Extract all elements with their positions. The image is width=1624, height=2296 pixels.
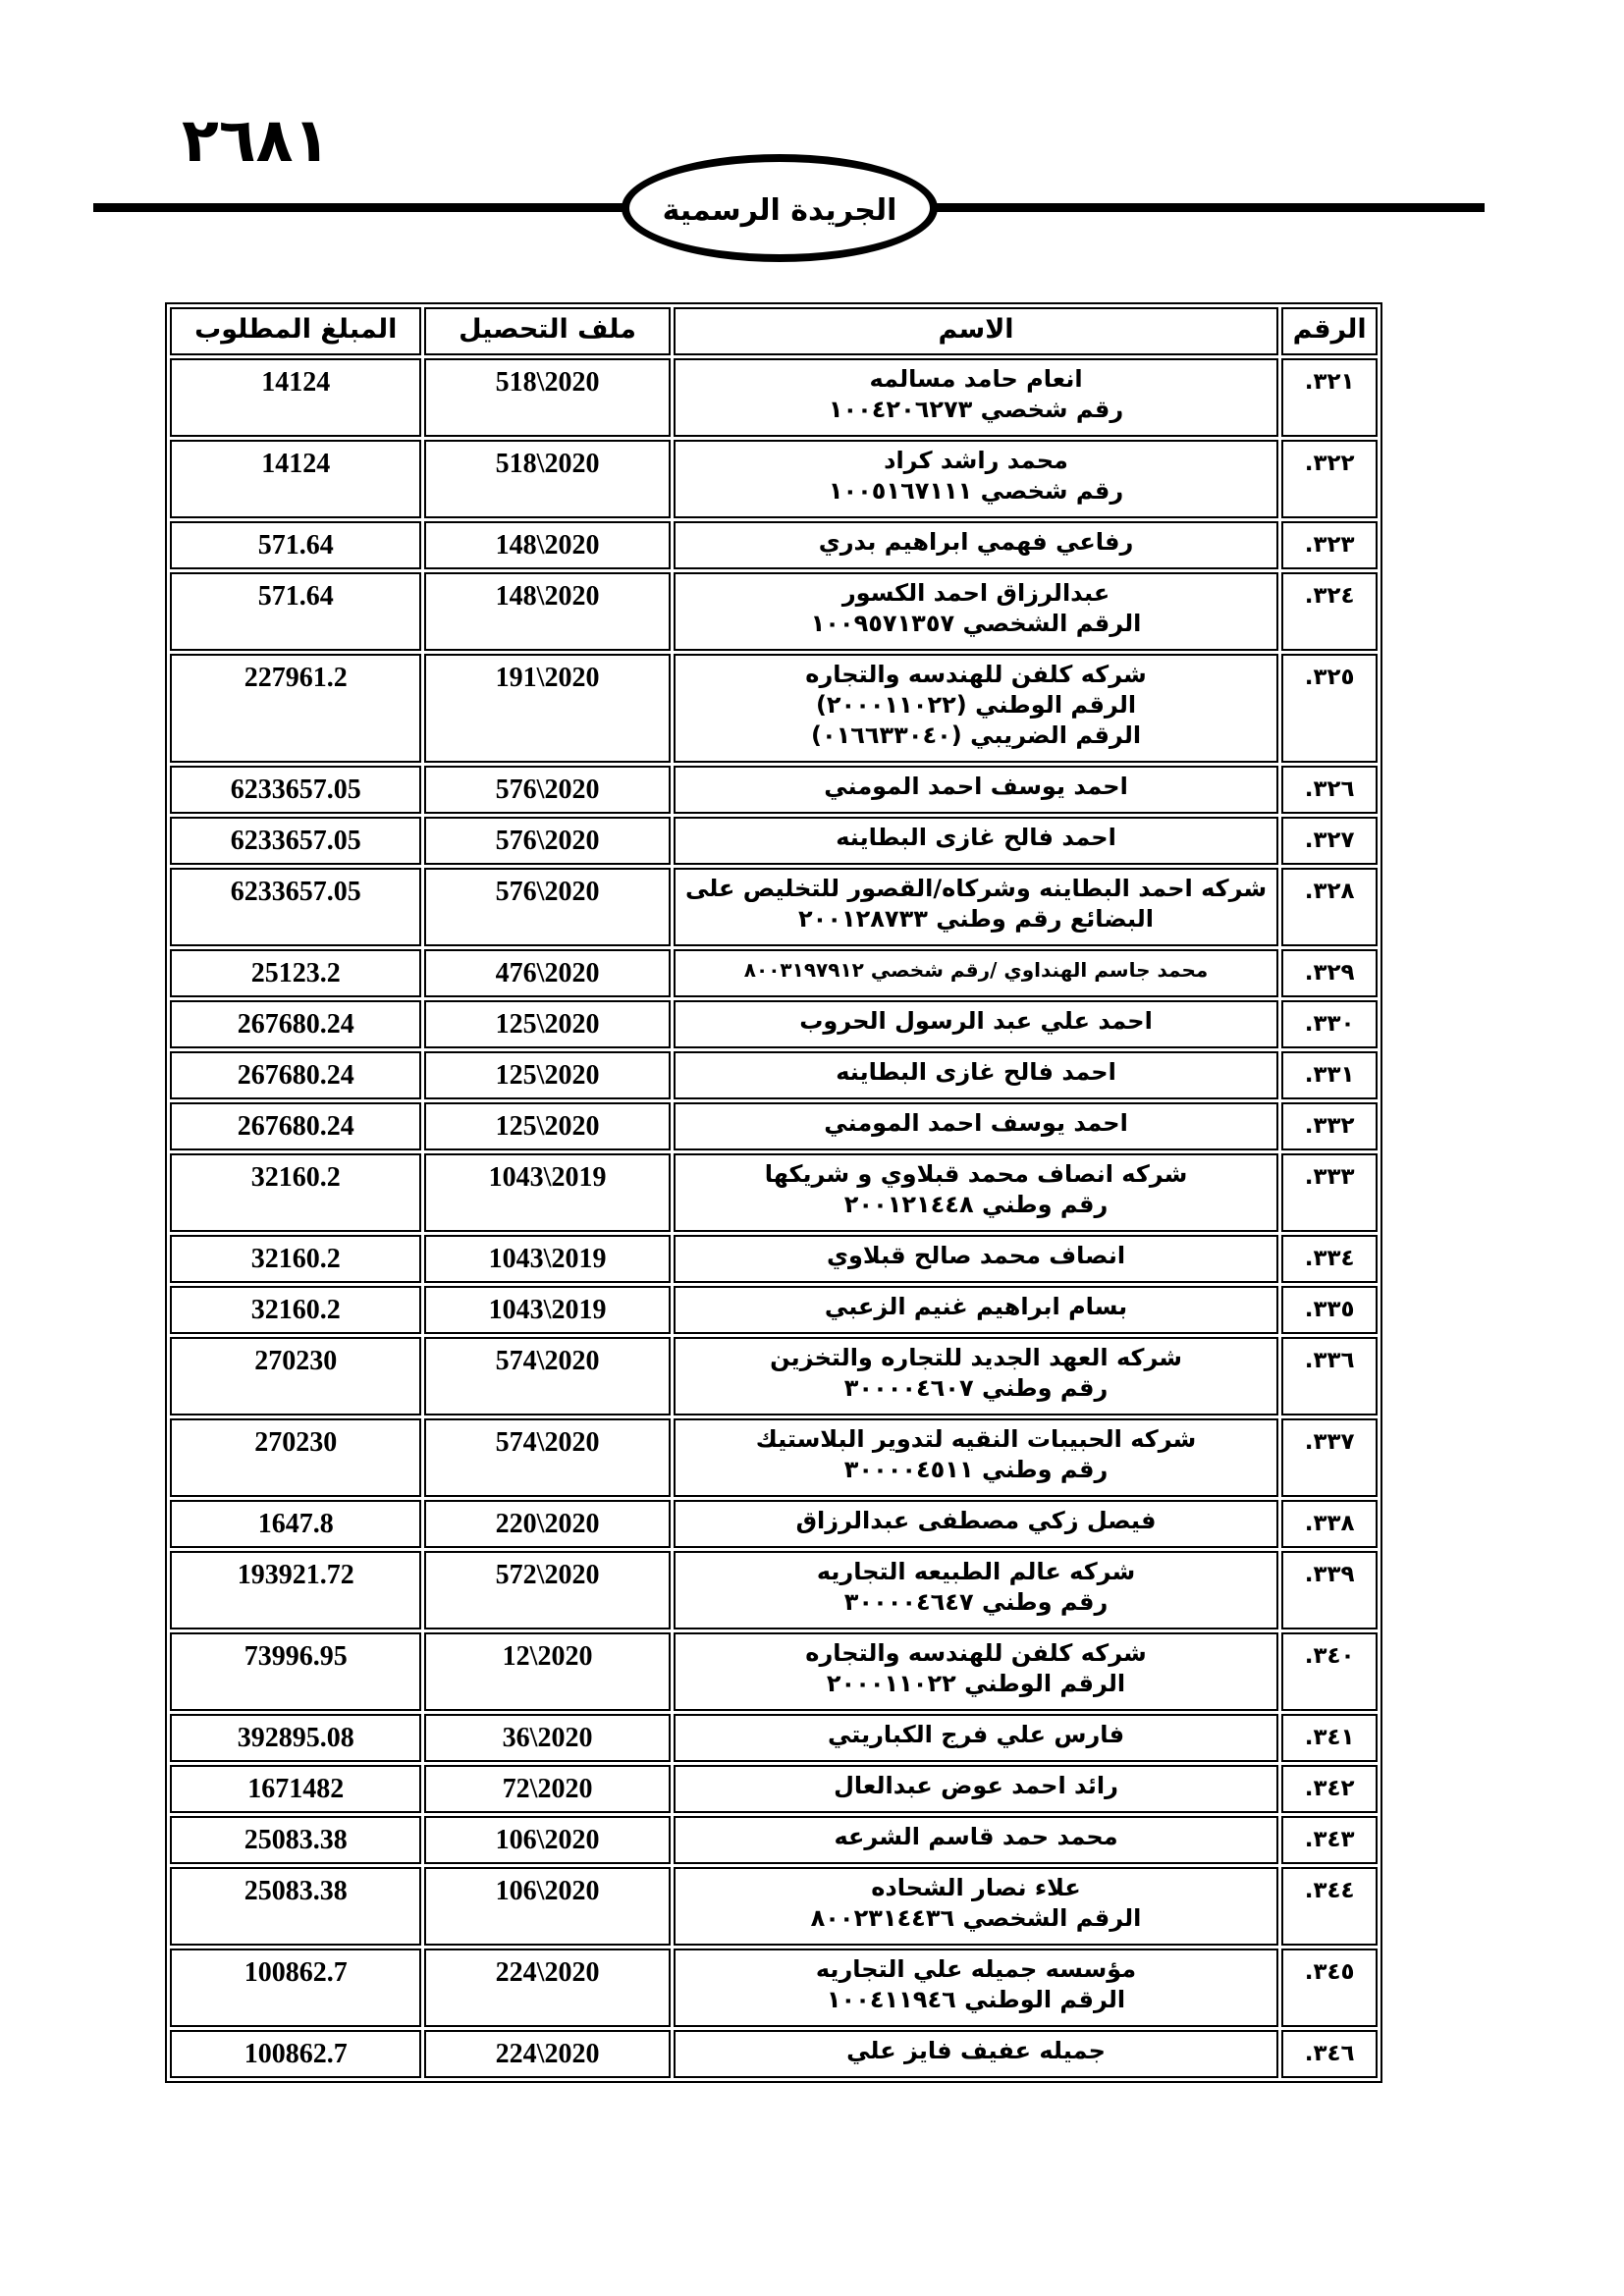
name-line: الرقم الشخصي ١٠٠٩٥٧١٣٥٧ (810, 610, 1142, 637)
table-row (170, 572, 1378, 651)
row-name (674, 1949, 1279, 2027)
row-number: ٣٢٥. (1281, 654, 1378, 763)
row-name (674, 572, 1279, 651)
row-number: ٣٣٧. (1281, 1418, 1378, 1497)
table-row (170, 358, 1378, 437)
records-table-body (170, 358, 1378, 2078)
name-line: شركه العهد الجديد للتجاره والتخزين (770, 1344, 1182, 1371)
row-name (674, 1000, 1279, 1048)
row-amount: 270230 (170, 1418, 421, 1497)
row-name (674, 521, 1279, 569)
row-number: ٣٢٢. (1281, 440, 1378, 518)
row-number: ٣٢٩. (1281, 949, 1378, 997)
row-amount: 392895.08 (170, 1714, 421, 1762)
row-name (674, 1286, 1279, 1334)
row-file: 574\2020 (424, 1337, 670, 1415)
header-file: ملف التحصيل (424, 307, 670, 355)
row-file: 36\2020 (424, 1714, 670, 1762)
name-line: محمد راشد كراد (884, 447, 1068, 474)
row-name (674, 817, 1279, 865)
table-row (170, 1235, 1378, 1283)
row-name (674, 1765, 1279, 1813)
row-number: ٣٢٧. (1281, 817, 1378, 865)
row-number: ٣٢٨. (1281, 868, 1378, 946)
row-file: 224\2020 (424, 2030, 670, 2078)
row-file: 1043\2019 (424, 1286, 670, 1334)
row-number: ٣٣٤. (1281, 1235, 1378, 1283)
table-row (170, 1714, 1378, 1762)
table-row (170, 949, 1378, 997)
row-number: ٣٤٣. (1281, 1816, 1378, 1864)
row-number: ٣٤٢. (1281, 1765, 1378, 1813)
row-file: 125\2020 (424, 1000, 670, 1048)
table-row (170, 1102, 1378, 1150)
row-amount: 6233657.05 (170, 766, 421, 814)
row-amount: 14124 (170, 440, 421, 518)
name-line: فارس علي فرج الكباريتي (827, 1721, 1125, 1748)
row-file: 125\2020 (424, 1051, 670, 1099)
name-line: محمد حمد قاسم الشرعه (834, 1823, 1118, 1850)
table-row (170, 1765, 1378, 1813)
name-line: شركه كلفن للهندسه والتجاره (805, 1639, 1147, 1667)
name-line: محمد جاسم الهنداوي /رقم شخصي ٨٠٠٣١٩٧٩١٢ (743, 958, 1209, 982)
row-name (674, 1867, 1279, 1946)
row-amount: 32160.2 (170, 1153, 421, 1232)
row-file: 148\2020 (424, 572, 670, 651)
row-name (674, 1714, 1279, 1762)
row-file: 125\2020 (424, 1102, 670, 1150)
row-name (674, 1632, 1279, 1711)
row-name (674, 654, 1279, 763)
header-number: الرقم (1281, 307, 1378, 355)
name-line: رائد احمد عوض عبدالعال (834, 1772, 1118, 1799)
row-number: ٣٤١. (1281, 1714, 1378, 1762)
row-name (674, 440, 1279, 518)
row-file: 72\2020 (424, 1765, 670, 1813)
row-file: 106\2020 (424, 1867, 670, 1946)
table-row (170, 868, 1378, 946)
row-name (674, 1816, 1279, 1864)
name-line: احمد فالح غازى البطاينه (836, 824, 1116, 851)
table-row (170, 521, 1378, 569)
row-file: 191\2020 (424, 654, 670, 763)
row-name (674, 868, 1279, 946)
row-amount: 1647.8 (170, 1500, 421, 1548)
name-line: الرقم الشخصي ٨٠٠٢٣١٤٤٣٦ (810, 1904, 1142, 1932)
row-name (674, 766, 1279, 814)
name-line: شركه انصاف محمد قبلاوي و شريكها (764, 1160, 1188, 1188)
name-line: انعام حامد مسالمه (869, 365, 1083, 393)
table-row (170, 1867, 1378, 1946)
table-row (170, 1418, 1378, 1497)
row-number: ٣٣٣. (1281, 1153, 1378, 1232)
row-amount: 25123.2 (170, 949, 421, 997)
row-name (674, 1235, 1279, 1283)
table-row (170, 1949, 1378, 2027)
name-line: شركه الحبيبات النقيه لتدوير البلاستيك (755, 1425, 1197, 1453)
row-number: ٣٣٩. (1281, 1551, 1378, 1629)
table-row (170, 1500, 1378, 1548)
row-name (674, 1051, 1279, 1099)
row-number: ٣٢٣. (1281, 521, 1378, 569)
row-file: 1043\2019 (424, 1153, 670, 1232)
row-file: 518\2020 (424, 358, 670, 437)
table-row (170, 1632, 1378, 1711)
row-name (674, 358, 1279, 437)
row-amount: 571.64 (170, 572, 421, 651)
row-amount: 227961.2 (170, 654, 421, 763)
name-line: الرقم الوطني ٢٠٠٠١١٠٢٢ (826, 1670, 1126, 1697)
name-line: رقم وطني ٣٠٠٠٠٤٦٤٧ (843, 1588, 1109, 1616)
name-line: شركه كلفن للهندسه والتجاره (805, 661, 1147, 688)
row-amount: 14124 (170, 358, 421, 437)
row-name (674, 1153, 1279, 1232)
name-line: الرقم الضريبي (٠١٦٦٣٣٠٤٠) (810, 721, 1142, 749)
name-line: شركه عالم الطبيعه التجاريه (816, 1558, 1136, 1585)
row-file: 518\2020 (424, 440, 670, 518)
table-header-row (170, 307, 1378, 355)
name-line: رقم وطني ٢٠٠١٢١٤٤٨ (843, 1191, 1109, 1218)
row-file: 576\2020 (424, 868, 670, 946)
row-amount: 6233657.05 (170, 817, 421, 865)
row-name (674, 1500, 1279, 1548)
banner-title: الجريدة الرسمية (662, 192, 897, 228)
row-file: 148\2020 (424, 521, 670, 569)
row-amount: 193921.72 (170, 1551, 421, 1629)
name-line: شركه احمد البطاينه وشركاه/القصور للتخليص على (684, 875, 1268, 902)
name-line: البضائع رقم وطني ٢٠٠١٢٨٧٣٣ (798, 905, 1154, 933)
name-line: مؤسسه جميله علي التجاريه (815, 1955, 1137, 1983)
row-number: ٣٣٥. (1281, 1286, 1378, 1334)
name-line: عبدالرزاق احمد الكسور (841, 579, 1110, 607)
row-amount: 267680.24 (170, 1051, 421, 1099)
row-file: 12\2020 (424, 1632, 670, 1711)
row-number: ٣٣٠. (1281, 1000, 1378, 1048)
row-name (674, 2030, 1279, 2078)
page-number: ٢٦٨١ (182, 104, 331, 176)
row-file: 106\2020 (424, 1816, 670, 1864)
name-line: احمد يوسف احمد المومني (824, 773, 1128, 800)
header-name: الاسم (674, 307, 1279, 355)
name-line: رقم شخصي ١٠٠٥١٦٧١١١ (828, 477, 1124, 505)
table-row (170, 1816, 1378, 1864)
row-file: 576\2020 (424, 817, 670, 865)
name-line: بسام ابراهيم غنيم الزعبي (824, 1293, 1128, 1320)
row-file: 576\2020 (424, 766, 670, 814)
records-table-wrap (165, 302, 1382, 2083)
name-line: الرقم الوطني (٢٠٠٠١١٠٢٢) (815, 691, 1137, 719)
header-amount: المبلغ المطلوب (170, 307, 421, 355)
name-line: انصاف محمد صالح قبلاوي (826, 1242, 1126, 1269)
row-name (674, 1418, 1279, 1497)
row-file: 572\2020 (424, 1551, 670, 1629)
row-amount: 571.64 (170, 521, 421, 569)
row-name (674, 1102, 1279, 1150)
row-number: ٣٤٠. (1281, 1632, 1378, 1711)
row-amount: 6233657.05 (170, 868, 421, 946)
row-number: ٣٣٨. (1281, 1500, 1378, 1548)
name-line: احمد يوسف احمد المومني (824, 1109, 1128, 1137)
table-row (170, 1051, 1378, 1099)
name-line: الرقم الوطني ١٠٠٤١١٩٤٦ (826, 1986, 1126, 2013)
name-line: احمد فالح غازى البطاينه (836, 1058, 1116, 1086)
row-number: ٣٤٥. (1281, 1949, 1378, 2027)
row-amount: 25083.38 (170, 1867, 421, 1946)
row-number: ٣٣١. (1281, 1051, 1378, 1099)
table-row (170, 1551, 1378, 1629)
name-line: فيصل زكي مصطفى عبدالرزاق (795, 1507, 1157, 1534)
name-line: احمد علي عبد الرسول الحروب (799, 1007, 1153, 1035)
row-amount: 270230 (170, 1337, 421, 1415)
row-number: ٣٤٦. (1281, 2030, 1378, 2078)
row-file: 224\2020 (424, 1949, 670, 2027)
row-amount: 267680.24 (170, 1102, 421, 1150)
row-number: ٣٢١. (1281, 358, 1378, 437)
table-row (170, 654, 1378, 763)
gazette-banner (622, 154, 938, 262)
records-table (165, 302, 1382, 2083)
row-amount: 25083.38 (170, 1816, 421, 1864)
name-line: جميله عفيف فايز علي (846, 2037, 1106, 2064)
table-row (170, 817, 1378, 865)
row-amount: 100862.7 (170, 1949, 421, 2027)
row-number: ٣٤٤. (1281, 1867, 1378, 1946)
name-line: رفاعي فهمي ابراهيم بدري (818, 528, 1134, 556)
table-row (170, 440, 1378, 518)
row-file: 220\2020 (424, 1500, 670, 1548)
table-row (170, 2030, 1378, 2078)
name-line: رقم وطني ٣٠٠٠٠٤٦٠٧ (843, 1374, 1109, 1402)
row-amount: 267680.24 (170, 1000, 421, 1048)
row-number: ٣٢٤. (1281, 572, 1378, 651)
table-row (170, 1286, 1378, 1334)
table-row (170, 766, 1378, 814)
row-amount: 73996.95 (170, 1632, 421, 1711)
row-amount: 100862.7 (170, 2030, 421, 2078)
row-amount: 1671482 (170, 1765, 421, 1813)
row-number: ٣٣٦. (1281, 1337, 1378, 1415)
name-line: رقم وطني ٣٠٠٠٠٤٥١١ (843, 1456, 1109, 1483)
row-name (674, 949, 1279, 997)
name-line: رقم شخصي ١٠٠٤٢٠٦٢٧٣ (828, 396, 1124, 423)
row-file: 574\2020 (424, 1418, 670, 1497)
row-number: ٣٣٢. (1281, 1102, 1378, 1150)
table-row (170, 1000, 1378, 1048)
table-row (170, 1337, 1378, 1415)
row-amount: 32160.2 (170, 1235, 421, 1283)
row-file: 476\2020 (424, 949, 670, 997)
row-name (674, 1551, 1279, 1629)
row-name (674, 1337, 1279, 1415)
name-line: علاء نصار الشحاده (871, 1874, 1081, 1901)
table-row (170, 1153, 1378, 1232)
row-file: 1043\2019 (424, 1235, 670, 1283)
row-number: ٣٢٦. (1281, 766, 1378, 814)
row-amount: 32160.2 (170, 1286, 421, 1334)
